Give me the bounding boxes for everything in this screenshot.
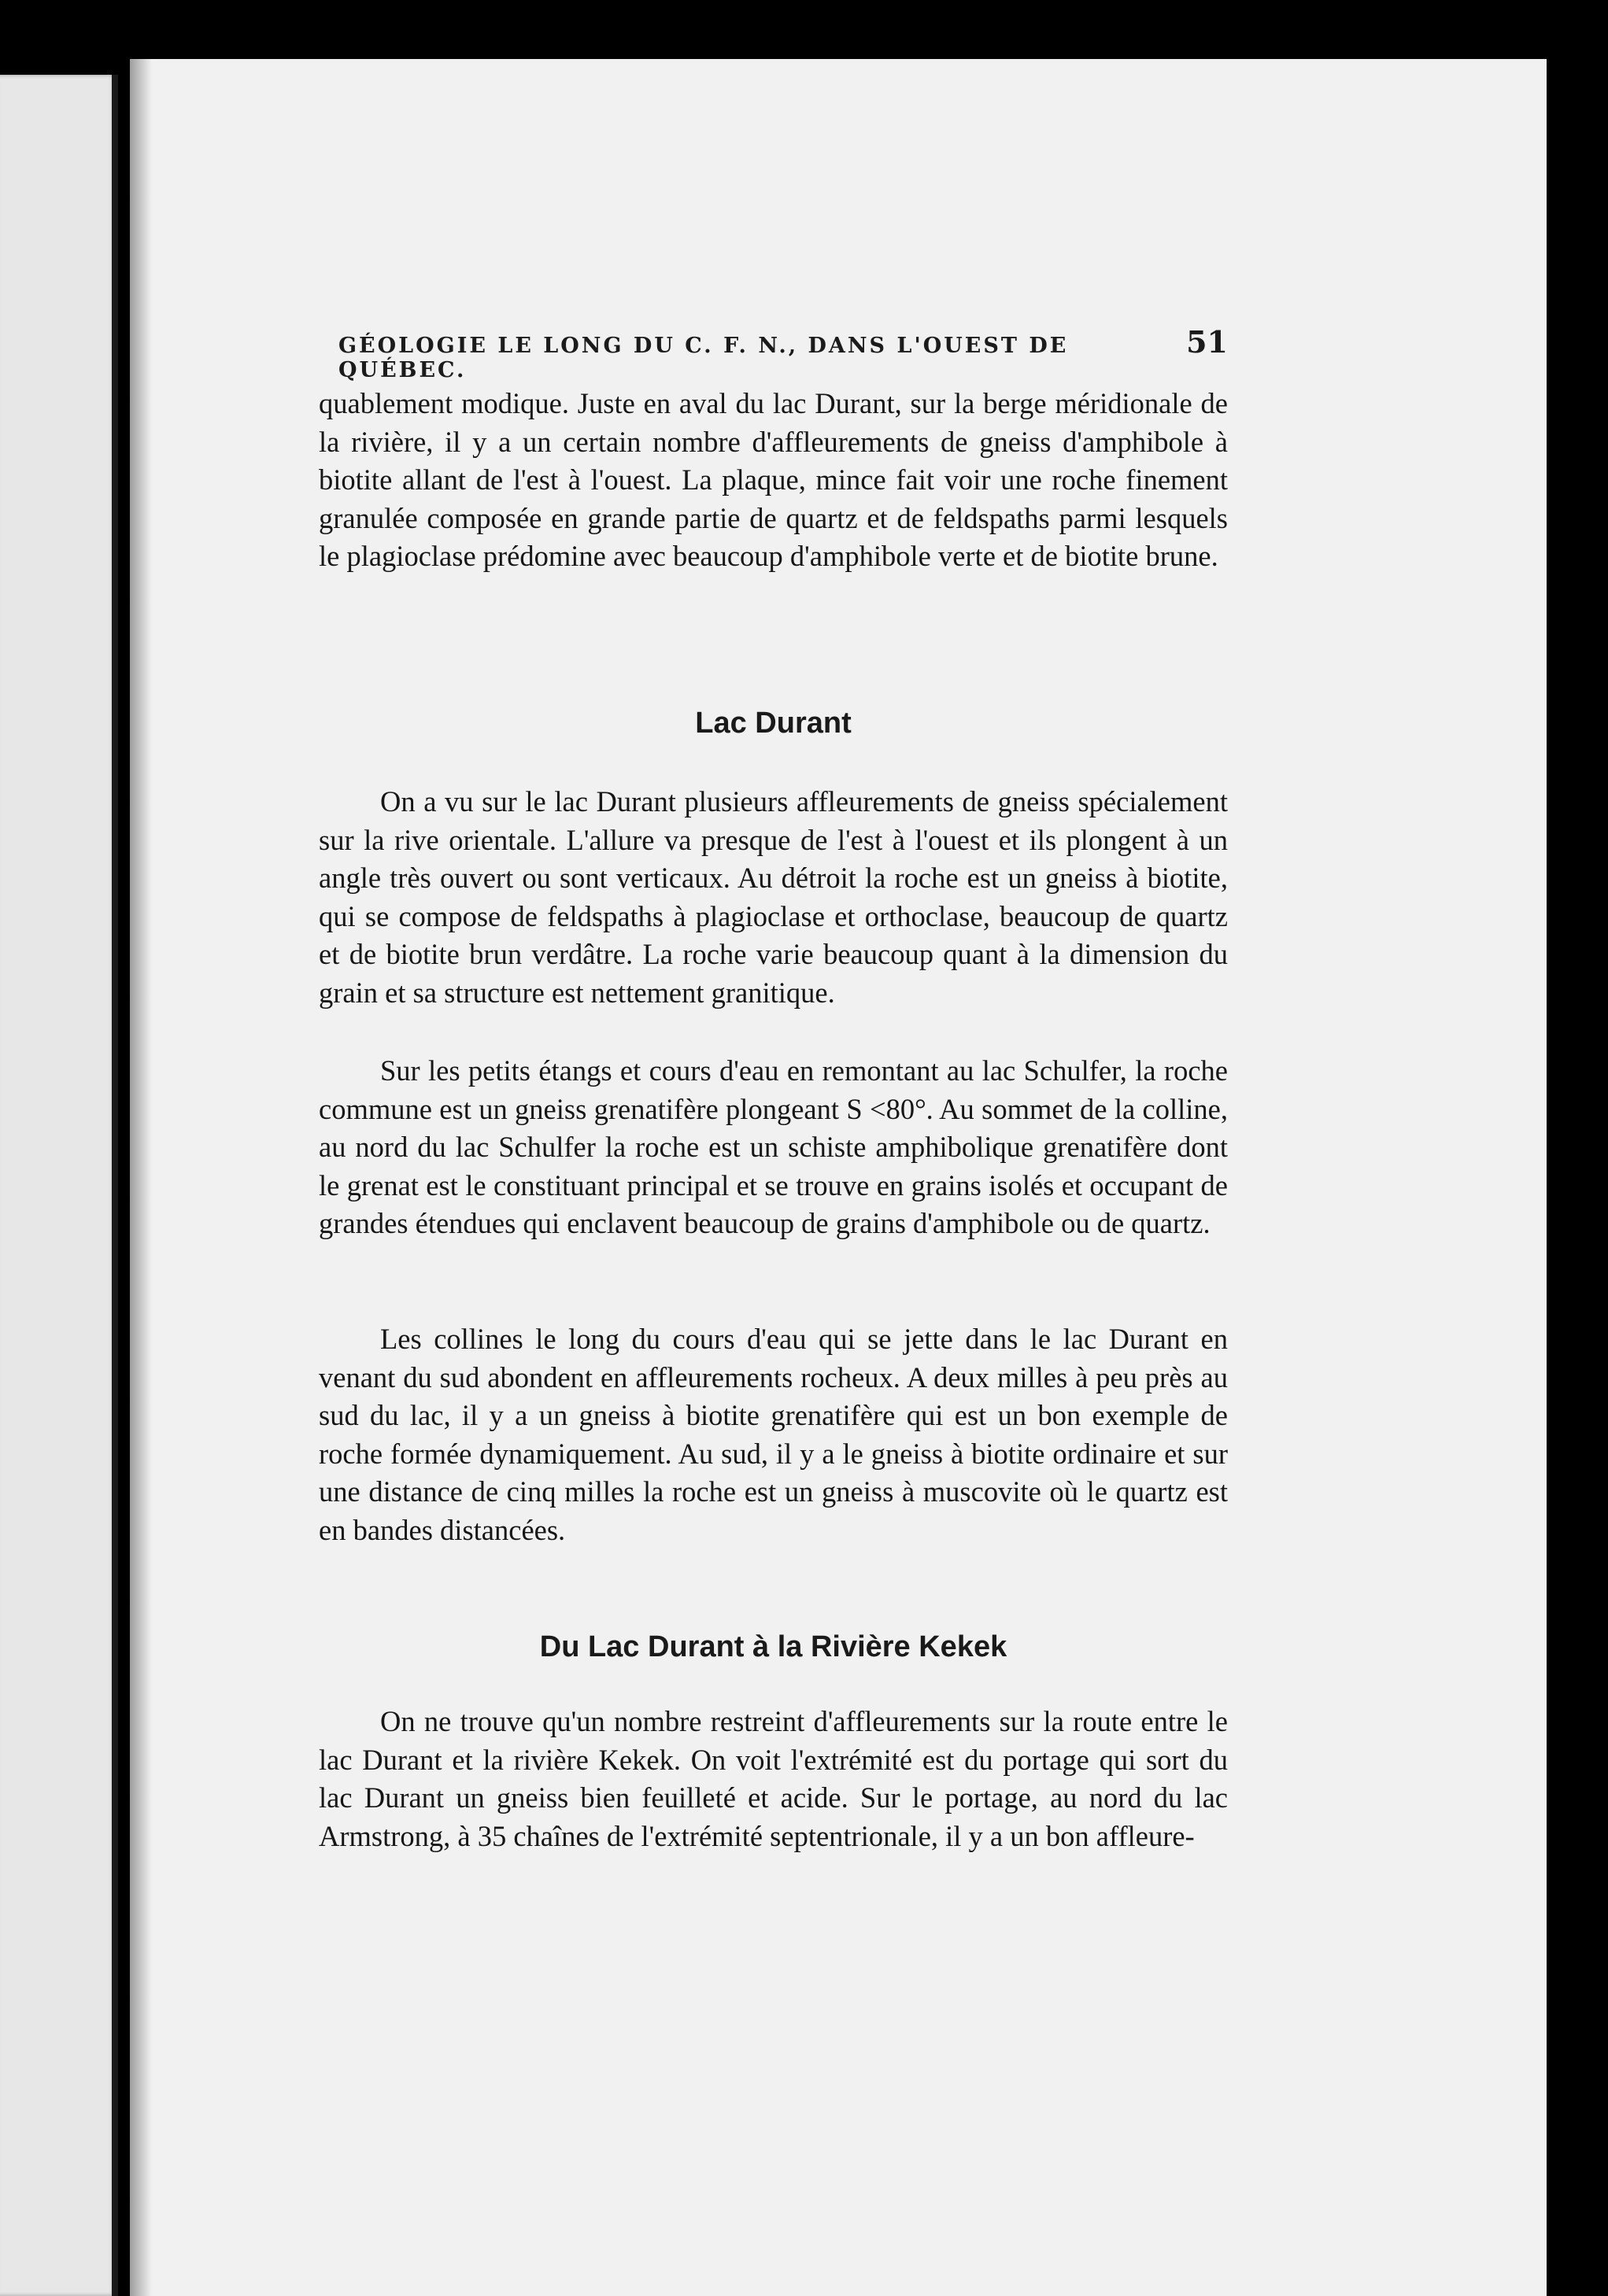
paragraph-kekek-1: On ne trouve qu'un nombre restreint d'affleurements sur la route entre le lac Durant et la rivière Kekek. On voit l'extrémité est du portage qui sort du lac Durant un gneiss bien feuilleté et acide. Sur le portage, au nord du lac Armstrong, à 35 chaînes de l'extrémité septentrionale, il y a un bon affleure- (319, 1705, 1228, 1852)
facing-page-edge (0, 75, 118, 2296)
gutter-shadow (112, 75, 118, 2296)
paragraph-lac-durant-2: Sur les petits étangs et cours d'eau en remontant au lac Schulfer, la roche commune est un gneiss grenatifère plongeant S <80°. Au sommet de la colline, au nord du lac Schulfer la roche est un schiste amphibolique grenatifère dont le grenat est le constituant principal et se trouve en grains isolés et occupant de grandes étendues qui enclavent beaucoup de grains d'amphibole ou de quartz. (319, 1054, 1228, 1239)
paragraph-continuation: quablement modique. Juste en aval du lac Durant, sur la berge méridionale de la rivière, il y a un certain nombre d'affleurements de gneiss d'amphibole à biotite allant de l'est à l'ouest. La plaque, mince fait voir une roche finement granulée composée en grande partie de quartz et de feldspaths parmi lesquels le plagioclase prédomine avec beaucoup d'amphibole verte et de biotite brune. (319, 387, 1228, 572)
section-heading-lac-durant: Lac Durant (695, 707, 852, 740)
page-number: 51 (1186, 324, 1228, 360)
running-head (338, 324, 1228, 382)
paragraph-lac-durant-1: On a vu sur le lac Durant plusieurs affleurements de gneiss spécialement sur la rive orientale. L'allure va presque de l'est à l'ouest et ils plongent à un angle très ouvert ou sont verticaux. Au détroit la roche est un gneiss à biotite, qui se compose de feldspaths à plagioclase et orthoclase, beaucoup de quartz et de biotite brun verdâtre. La roche varie beaucoup quant à la dimension du grain et sa structure est nettement granitique. (319, 785, 1228, 1009)
page-binding-shadow (130, 59, 152, 2296)
running-head-title: GÉOLOGIE LE LONG DU C. F. N., DANS L'OUEST DE QUÉBEC. (338, 334, 1069, 382)
section-heading-kekek: Du Lac Durant à la Rivière Kekek (539, 1630, 1007, 1663)
paragraph-lac-durant-3: Les collines le long du cours d'eau qui se jette dans le lac Durant en venant du sud abondent en affleurements rocheux. A deux milles à peu près au sud du lac, il y a un gneiss à biotite grenatifère qui est un bon exemple de roche formée dynamiquement. Au sud, il y a le gneiss à biotite ordinaire et sur une distance de cinq milles la roche est un gneiss à muscovite où le quartz est en bandes distancées. (319, 1323, 1228, 1546)
